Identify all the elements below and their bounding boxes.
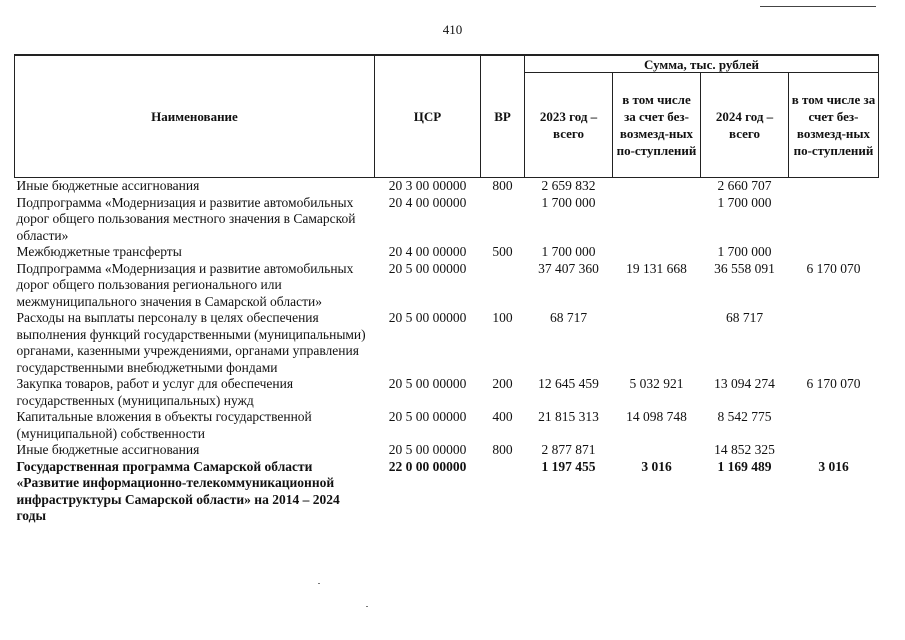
row-name: Межбюджетные трансферты [16,244,182,259]
row-2024-free: 6 170 070 [806,376,861,391]
row-2024-total: 1 700 000 [717,244,772,259]
row-csr: 20 4 00 00000 [388,194,467,210]
table-row [15,310,879,376]
row-2024-total: 2 660 707 [717,178,772,193]
row-2024-total: 36 558 091 [714,260,775,276]
row-csr: 20 4 00 00000 [388,244,467,259]
row-csr: 20 5 00 00000 [388,260,467,276]
row-csr: 20 5 00 00000 [388,442,467,457]
row-vr: 100 [492,310,513,325]
row-vr: 400 [492,409,513,424]
row-vr [481,261,525,311]
row-vr: 500 [492,244,513,259]
row-2023-total: 1 700 000 [541,244,596,259]
row-2024-free [789,244,879,261]
row-csr: 22 0 00 00000 [388,458,467,474]
row-csr: 20 5 00 00000 [388,409,467,424]
table-row [15,195,879,245]
header-2024-free: в том числе за счет без-возмезд-ных по-ступлений [789,73,879,178]
row-2023-free [613,195,701,245]
row-2024-total: 13 094 274 [714,376,775,391]
row-2023-free [613,244,701,261]
header-vr: ВР [481,55,525,178]
row-2024-free [789,195,879,245]
row-2023-total: 21 815 313 [538,409,599,424]
row-2023-free: 3 016 [641,458,672,474]
row-2023-free [613,178,701,195]
header-csr: ЦСР [375,55,481,178]
row-vr: 200 [492,376,513,391]
row-name: Капитальные вложения в объекты государственной (муниципальной) собственности [16,409,312,441]
row-csr: 20 5 00 00000 [388,310,467,325]
header-2023-total: 2023 год – всего [525,73,613,178]
table-row [15,261,879,311]
row-vr: 800 [492,442,513,457]
table-row [15,409,879,442]
scan-speck [318,583,320,584]
row-2024-free: 3 016 [818,458,849,474]
row-2023-free: 19 131 668 [626,260,687,276]
row-vr [481,459,525,525]
table-header [15,55,879,178]
row-name: Иные бюджетные ассигнования [16,178,200,193]
row-2023-free [613,310,701,376]
budget-table [14,54,879,525]
row-2024-total: 1 700 000 [717,194,772,210]
row-2024-free: 6 170 070 [806,260,861,276]
header-2023-free: в том числе за счет без-возмезд-ных по-ступлений [613,73,701,178]
row-2023-total: 12 645 459 [538,376,599,391]
row-name: Государственная программа Самарской области «Развитие информационно-телекоммуникационной инфраструктуры Самарской области» на 2014 – 2024 годы [16,458,340,523]
row-name: Иные бюджетные ассигнования [16,442,200,457]
table-row [15,244,879,261]
row-2024-total: 14 852 325 [714,442,775,457]
row-2023-free: 5 032 921 [629,376,684,391]
row-vr [481,195,525,245]
table-row [15,178,879,195]
page-number: 410 [442,22,463,37]
row-2023-total: 2 659 832 [541,178,596,193]
row-csr: 20 5 00 00000 [388,376,467,391]
top-rule [760,6,876,7]
row-2023-total: 1 197 455 [541,458,596,474]
row-2023-total: 68 717 [549,310,588,325]
header-sum-group: Сумма, тыс. рублей [525,55,879,73]
row-2024-total: 68 717 [725,310,764,325]
row-vr: 800 [492,178,513,193]
row-name: Подпрограмма «Модернизация и развитие автомобильных дорог общего пользования регионального или межмуниципального значения в Самарской области» [16,260,354,309]
row-2024-total: 8 542 775 [717,409,772,424]
table-row-program-total [15,459,879,525]
row-2024-free [789,442,879,459]
row-2024-free [789,409,879,442]
header-2024-total: 2024 год – всего [701,73,789,178]
row-2023-total: 2 877 871 [541,442,596,457]
row-name: Подпрограмма «Модернизация и развитие автомобильных дорог общего пользования местного значения в Самарской области» [16,194,356,243]
row-2023-total: 37 407 360 [538,260,599,276]
row-name: Закупка товаров, работ и услуг для обеспечения государственных (муниципальных) нужд [16,376,294,408]
row-2023-total: 1 700 000 [541,194,596,210]
row-2024-total: 1 169 489 [717,458,772,474]
scan-speck [366,606,368,607]
header-name: Наименование [15,55,375,178]
row-2023-free: 14 098 748 [626,409,687,424]
row-2024-free [789,310,879,376]
row-name: Расходы на выплаты персоналу в целях обеспечения выполнения функций государственными (муниципальными) органами, казенными учреждениями, органами управления государственными внебюджетными фондами [16,310,366,375]
table-row [15,376,879,409]
table-row [15,442,879,459]
table-body [15,178,879,525]
row-csr: 20 3 00 00000 [388,178,467,193]
row-2023-free [613,442,701,459]
row-2024-free [789,178,879,195]
